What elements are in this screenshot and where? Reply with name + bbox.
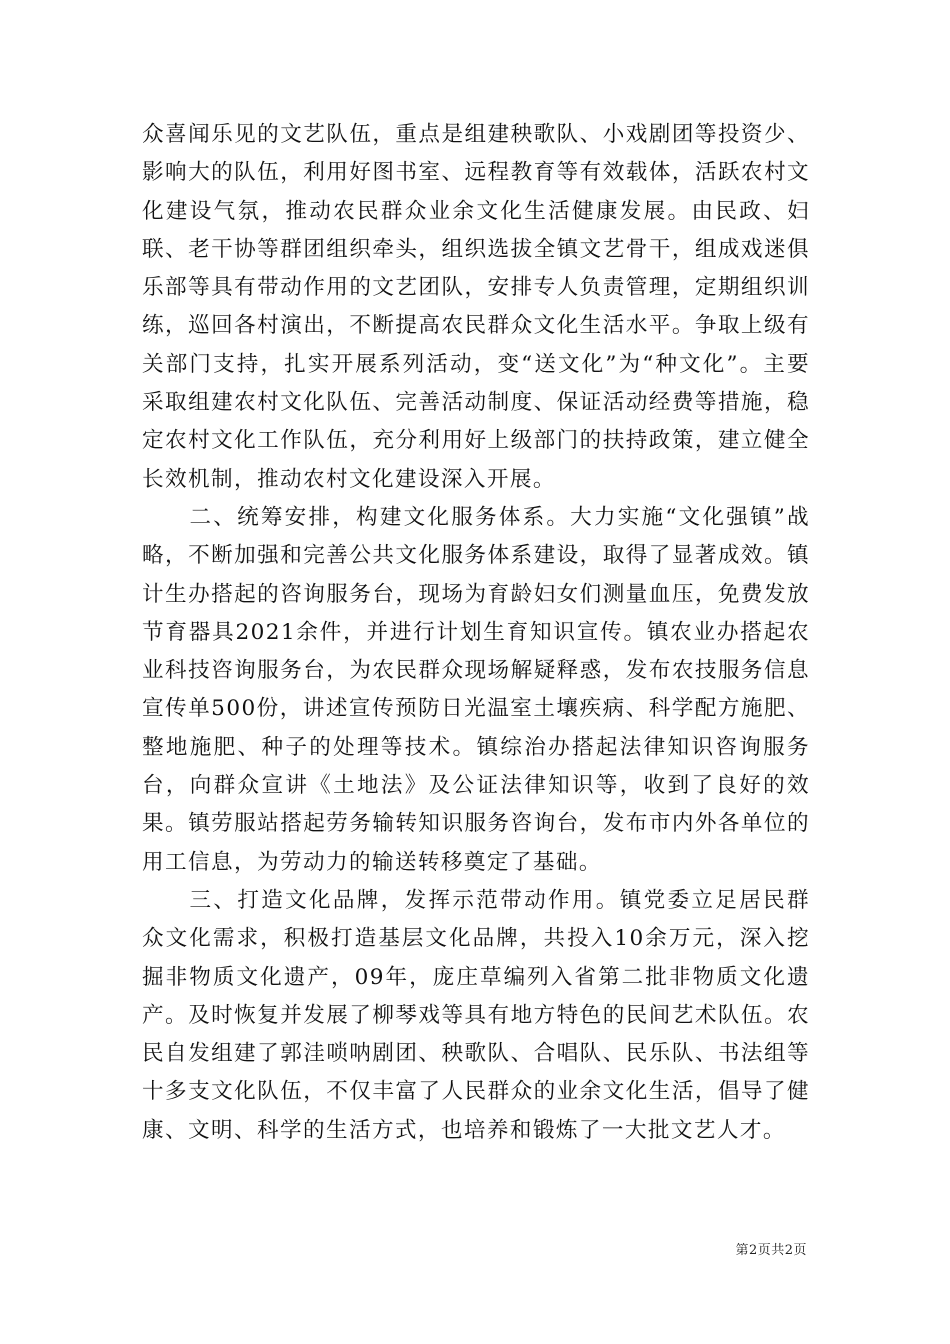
paragraph-3: 三、打造文化品牌，发挥示范带动作用。镇党委立足居民群众文化需求，积极打造基层文化品牌，共投入10余万元，深入挖掘非物质文化遗产，09年，庞庄草编列入省第二批非物质文化遗产。及时恢复并发展了柳琴戏等具有地方特色的民间艺术队伍。农民自发组建了郭洼唢呐剧团、秧歌队、合唱队、民乐队、书法组等十多支文化队伍，不仅丰富了人民群众的业余文化生活，倡导了健康、文明、科学的生活方式，也培养和锻炼了一大批文艺人才。 xyxy=(142,887,810,1143)
page-number-footer: 第2页共2页 xyxy=(735,1243,807,1258)
paragraph-1: 众喜闻乐见的文艺队伍，重点是组建秧歌队、小戏剧团等投资少、影响大的队伍，利用好图书室、远程教育等有效载体，活跃农村文化建设气氛，推动农民群众业余文化生活健康发展。由民政、妇联、老干协等群团组织牵头，组织选拔全镇文艺骨干，组成戏迷俱乐部等具有带动作用的文艺团队，安排专人负责管理，定期组织训练，巡回各村演出，不断提高农民群众文化生活水平。争取上级有关部门支持，扎实开展系列活动，变“送文化”为“种文化”。主要采取组建农村文化队伍、完善活动制度、保证活动经费等措施，稳定农村文化工作队伍，充分利用好上级部门的扶持政策，建立健全长效机制，推动农村文化建设深入开展。 xyxy=(142,122,810,492)
document-body xyxy=(142,116,810,1150)
paragraph-2: 二、统筹安排，构建文化服务体系。大力实施“文化强镇”战略，不断加强和完善公共文化服务体系建设，取得了显著成效。镇计生办搭起的咨询服务台，现场为育龄妇女们测量血压，免费发放节育器具2021余件，并进行计划生育知识宣传。镇农业办搭起农业科技咨询服务台，为农民群众现场解疑释惑，发布农技服务信息宣传单500份，讲述宣传预防日光温室土壤疾病、科学配方施肥、整地施肥、种子的处理等技术。镇综治办搭起法律知识咨询服务台，向群众宣讲《土地法》及公证法律知识等，收到了良好的效果。镇劳服站搭起劳务输转知识服务咨询台，发布市内外各单位的用工信息，为劳动力的输送转移奠定了基础。 xyxy=(142,504,810,875)
